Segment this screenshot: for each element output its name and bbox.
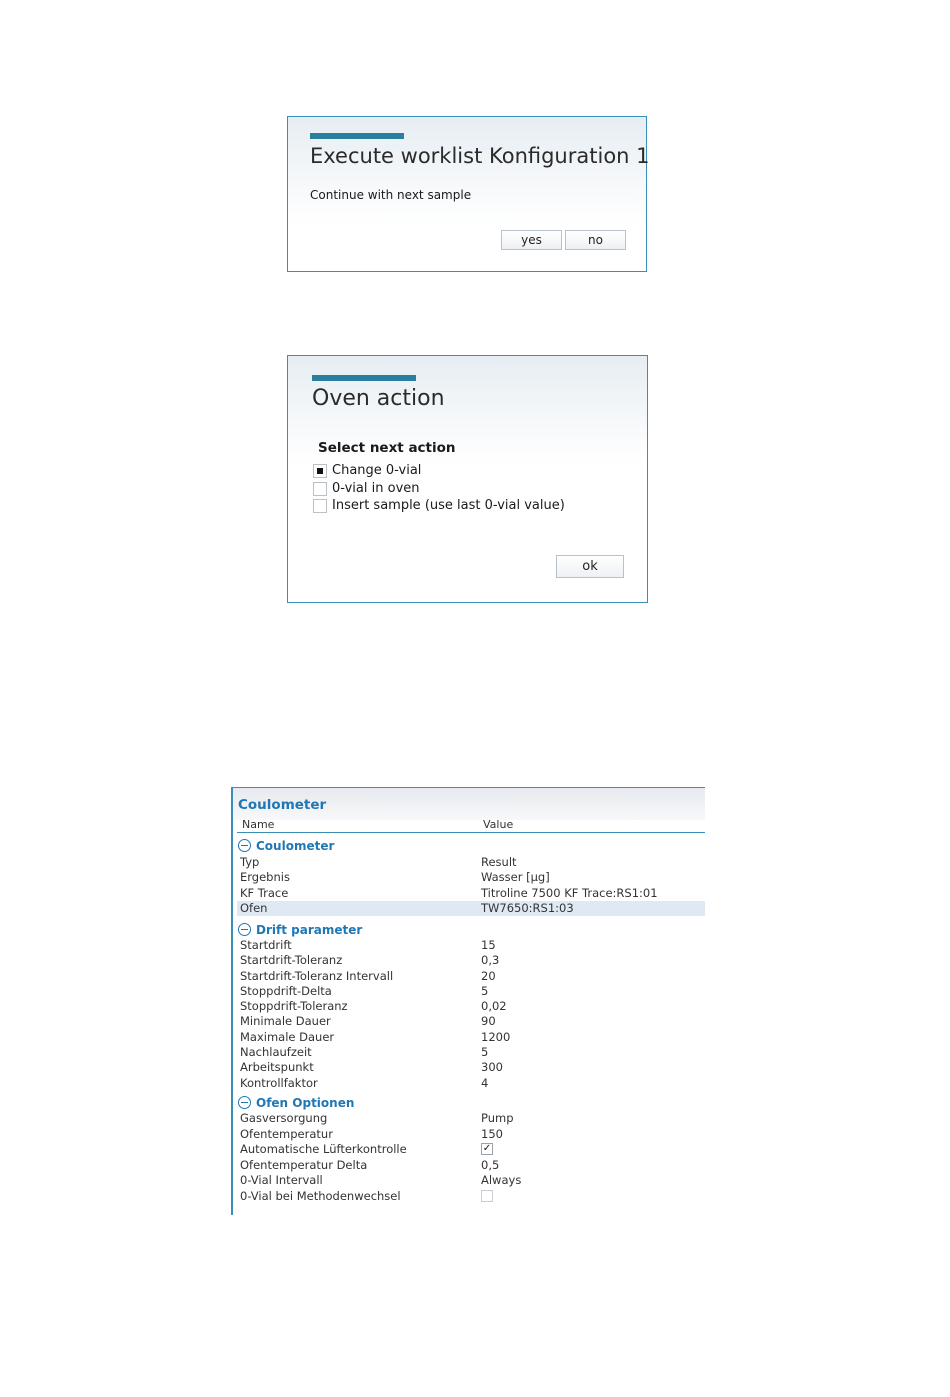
group-label: Coulometer	[256, 838, 335, 853]
collapse-icon[interactable]	[238, 839, 251, 852]
panel-header	[233, 787, 705, 820]
property-row-ofen[interactable]	[237, 901, 705, 916]
property-value[interactable]: 4	[481, 1076, 489, 1090]
dialog-accent-bar	[312, 375, 416, 381]
header-divider	[237, 832, 705, 833]
property-value[interactable]: 1200	[481, 1030, 511, 1044]
option-insert-sample[interactable]	[313, 497, 565, 514]
property-value[interactable]: 5	[481, 984, 489, 998]
selected-marker	[317, 468, 323, 474]
section-label: Select next action	[318, 440, 456, 456]
dialog-message: Continue with next sample	[310, 188, 472, 202]
property-value[interactable]: Wasser [µg]	[481, 870, 550, 884]
property-value[interactable]: Result	[481, 855, 517, 869]
property-row-automatische-lueftkontrolle[interactable]	[237, 1142, 705, 1157]
option-label: Change 0-vial	[332, 463, 422, 478]
dialog-title: Oven action	[312, 386, 445, 411]
property-name: Startdrift-Toleranz Intervall	[240, 969, 394, 983]
option-label: 0-vial in oven	[332, 481, 420, 496]
option-0-vial-in-oven[interactable]	[313, 480, 420, 497]
property-value[interactable]: 150	[481, 1127, 503, 1141]
property-name: Ofentemperatur Delta	[240, 1158, 368, 1172]
group-label: Ofen Optionen	[256, 1095, 355, 1110]
property-row-minimale-dauer[interactable]	[237, 1014, 705, 1029]
property-name: Ofen	[240, 901, 268, 915]
property-name: Startdrift-Toleranz	[240, 953, 343, 967]
checkmark-icon: ✓	[482, 1143, 492, 1154]
property-name: Typ	[240, 855, 260, 869]
property-name: Minimale Dauer	[240, 1014, 331, 1028]
no-button[interactable]: no	[565, 230, 626, 250]
property-name: Automatische Lüfterkontrolle	[240, 1142, 407, 1156]
group-label: Drift parameter	[256, 922, 363, 937]
property-name: Nachlaufzeit	[240, 1045, 312, 1059]
property-value[interactable]: 15	[481, 938, 496, 952]
property-row-nachlaufzeit[interactable]	[237, 1045, 705, 1060]
property-row-maximale-dauer[interactable]	[237, 1030, 705, 1045]
property-row-typ[interactable]	[237, 855, 705, 870]
property-value[interactable]: TW7650:RS1:03	[481, 901, 574, 915]
property-row-ofentemperatur-delta[interactable]	[237, 1158, 705, 1173]
property-name: Startdrift	[240, 938, 292, 952]
panel-title: Coulometer	[238, 797, 327, 813]
checkbox-checked[interactable]	[481, 1143, 493, 1155]
ok-button[interactable]: ok	[556, 555, 624, 578]
property-row-ofentemperatur[interactable]	[237, 1127, 705, 1142]
group-drift-parameter[interactable]	[238, 922, 362, 937]
property-value[interactable]: 300	[481, 1060, 503, 1074]
option-checkbox[interactable]	[313, 482, 327, 496]
property-name: Maximale Dauer	[240, 1030, 335, 1044]
property-value[interactable]: Titroline 7500 KF Trace:RS1:01	[481, 886, 658, 900]
option-change-0-vial[interactable]	[313, 462, 421, 479]
execute-worklist-dialog	[287, 116, 650, 272]
option-checkbox[interactable]	[313, 499, 327, 513]
property-row-kontrollfaktor[interactable]	[237, 1076, 705, 1091]
property-value[interactable]: 0,3	[481, 953, 500, 967]
column-header-value: Value	[483, 818, 514, 831]
collapse-icon[interactable]	[238, 1096, 251, 1109]
property-row-ergebnis[interactable]	[237, 870, 705, 885]
dialog-title: Execute worklist Konfiguration 1	[310, 144, 650, 168]
collapse-icon[interactable]	[238, 923, 251, 936]
property-row-stoppdrift-delta[interactable]	[237, 984, 705, 999]
checkbox-unchecked[interactable]	[481, 1190, 493, 1202]
group-coulometer[interactable]	[238, 838, 334, 853]
property-value[interactable]: 0,02	[481, 999, 507, 1013]
property-name: Ofentemperatur	[240, 1127, 333, 1141]
property-value[interactable]: 0,5	[481, 1158, 500, 1172]
property-row-startdrift-toleranz-intervall[interactable]	[237, 969, 705, 984]
property-row-stoppdrift-toleranz[interactable]	[237, 999, 705, 1014]
column-header-name: Name	[242, 818, 275, 831]
dialog-accent-bar	[310, 133, 404, 139]
property-row-gasversorgung[interactable]	[237, 1111, 705, 1126]
group-ofen-optionen[interactable]	[238, 1095, 354, 1110]
property-name: 0-Vial Intervall	[240, 1173, 323, 1187]
property-name: Kontrollfaktor	[240, 1076, 318, 1090]
property-name: Stoppdrift-Toleranz	[240, 999, 348, 1013]
property-row-kf-trace[interactable]	[237, 886, 705, 901]
property-name: Stoppdrift-Delta	[240, 984, 332, 998]
property-value[interactable]: 5	[481, 1045, 489, 1059]
option-checkbox[interactable]	[313, 464, 327, 478]
property-name: 0-Vial bei Methodenwechsel	[240, 1189, 401, 1203]
yes-button[interactable]: yes	[501, 230, 562, 250]
property-name: Gasversorgung	[240, 1111, 328, 1125]
coulometer-property-panel	[231, 787, 705, 1215]
property-row-startdrift[interactable]	[237, 938, 705, 953]
property-name: Arbeitspunkt	[240, 1060, 314, 1074]
property-name: Ergebnis	[240, 870, 290, 884]
property-value[interactable]: 90	[481, 1014, 496, 1028]
oven-action-dialog	[287, 355, 648, 603]
property-value[interactable]: Pump	[481, 1111, 514, 1125]
property-name: KF Trace	[240, 886, 289, 900]
property-row-startdrift-toleranz[interactable]	[237, 953, 705, 968]
property-value[interactable]: Always	[481, 1173, 522, 1187]
option-label: Insert sample (use last 0-vial value)	[332, 498, 565, 513]
property-row-arbeitspunkt[interactable]	[237, 1060, 705, 1075]
property-row-0-vial-bei-methodenwechsel[interactable]	[237, 1189, 705, 1204]
property-row-0-vial-intervall[interactable]	[237, 1173, 705, 1188]
property-value[interactable]: 20	[481, 969, 496, 983]
